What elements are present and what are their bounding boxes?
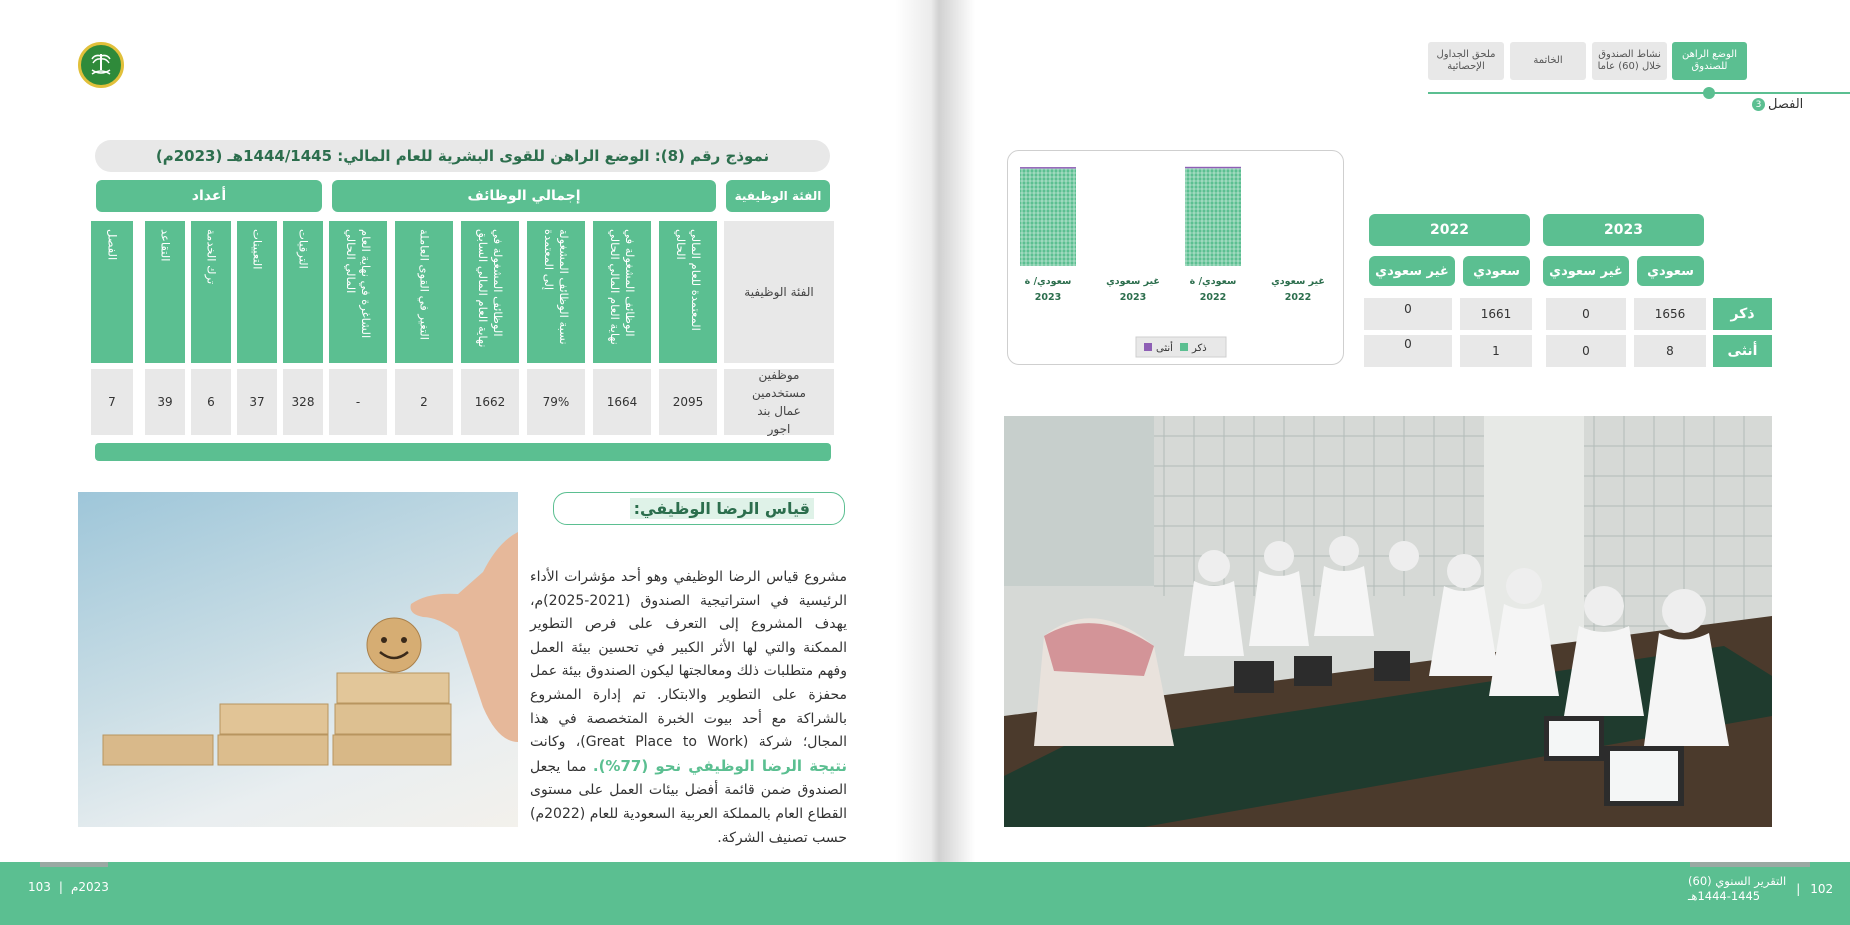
chapter-line: [1428, 92, 1850, 94]
satisfaction-paragraph: مشروع قياس الرضا الوظيفي وهو أحد مؤشرات الأداء الرئيسية في استراتيجية الصندوق (2021-2025)م، يهدف المشروع إلى التعرف على فرص التطوير الممكنة والتي لها الأثر الكبير في تحسين بيئة العمل وفهم متطلبات ذلك ومعالجتها ليكون الصندوق بيئة عمل محفزة على التطوير والابتكار. تم إدارة المشروع بالشراكة مع أحد بيوت الخبرة المتخصصة في هذا المجال؛ شركة (Great Place to Work)، وكانت نتيجة الرضا الوظيفي نحو (77%). مما يجعل الصندوق ضمن قائمة أفضل بيئات العمل على مستوى القطاع العام بالمملكة العربية السعودية للعام (2022م) حسب تصنيف الشركة.: [530, 569, 847, 846]
col-header-approved: المعتمدة للعام المالي الحالي: [659, 221, 717, 363]
row-label-cell: موظفين مستخدمين عمال بند اجور: [724, 369, 834, 435]
value-cell: 1662: [461, 369, 519, 435]
col-header-vacant: الشاغرة في نهاية العام المالي الحالي: [329, 221, 387, 363]
value-cell: 2: [395, 369, 453, 435]
legend-label-male: ذكر: [1192, 343, 1207, 354]
stat-cell: 1661: [1460, 298, 1532, 330]
col-header-occupied-previous: الوظائف المشغولة في نهاية العام المالي السابق: [461, 221, 519, 363]
category-label-year: 2023: [1034, 292, 1062, 303]
category-label-nationality: غير سعودي: [1106, 276, 1160, 287]
col-header-leaving: ترك الخدمة: [191, 221, 231, 363]
stat-cell: 0: [1546, 335, 1626, 367]
category-label-year: 2023: [1119, 292, 1147, 303]
category-label-year: 2022: [1199, 292, 1227, 303]
legend-swatch-male: [1180, 343, 1188, 351]
footer-tab-left: [40, 862, 108, 867]
bar-male: [1185, 168, 1241, 266]
footer-tab-right: [1690, 862, 1810, 867]
smiley-block-photo: [78, 492, 518, 827]
bar-female: [1185, 167, 1241, 169]
value-cell: 328: [283, 369, 323, 435]
chapter-dot: [1703, 87, 1715, 99]
row-label-female: أنثى: [1713, 335, 1772, 367]
row-header-cell: الفئة الوظيفية: [724, 221, 834, 363]
category-label-nationality: سعودي/ ة: [1189, 276, 1237, 287]
footer-divider: |: [1796, 881, 1801, 896]
year-2023-header: 2023: [1543, 214, 1704, 246]
value-cell: 39: [145, 369, 185, 435]
bar-female: [1020, 167, 1076, 169]
nat-nonsaudi-2022: غير سعودي: [1369, 256, 1455, 286]
employee-gender-bar-chart: [1008, 151, 1342, 363]
row-label-male: ذكر: [1713, 298, 1772, 330]
section-title: قياس الرضا الوظيفي:: [630, 498, 814, 519]
col-header-appointments: التعيينات: [237, 221, 277, 363]
form-title-bar: [95, 140, 830, 172]
stat-cell: 0: [1364, 298, 1452, 330]
footer-divider: |: [58, 880, 63, 894]
nat-saudi-2023: سعودي: [1637, 256, 1704, 286]
value-cell: 6: [191, 369, 231, 435]
left-page-number: 103: [28, 880, 51, 894]
col-header-occupancy-ratio: نسبة الوظائف المشغولة إلى المعتمدة: [527, 221, 585, 363]
col-header-retirement: التقاعد: [145, 221, 185, 363]
chapter-number: 3: [1752, 98, 1765, 111]
stat-cell: 0: [1546, 298, 1626, 330]
col-header-occupied-current: الوظائف المشغولة في نهاية العام المالي الحالي: [593, 221, 651, 363]
value-cell: 79%: [527, 369, 585, 435]
tab-conclusion[interactable]: الخاتمة: [1510, 42, 1586, 80]
report-title: التقرير السنوي (60): [1688, 874, 1787, 888]
chapter-label: الفصل: [1768, 97, 1804, 112]
value-cell: 2095: [659, 369, 717, 435]
stat-cell: 1656: [1634, 298, 1706, 330]
right-footer: [1688, 874, 1833, 904]
right-footer-year: 1444-1445هـ: [1688, 888, 1761, 903]
value-cell: 1664: [593, 369, 651, 435]
chart-legend: [1136, 337, 1226, 357]
header-category: الفئة الوظيفية: [726, 180, 830, 212]
nat-saudi-2022: سعودي: [1463, 256, 1530, 286]
stat-cell: 8: [1634, 335, 1706, 367]
header-total-jobs: إجمالي الوظائف: [332, 180, 716, 212]
col-header-promotions: الترقيات: [283, 221, 323, 363]
stat-cell: 1: [1460, 335, 1532, 367]
nat-nonsaudi-2023: غير سعودي: [1543, 256, 1629, 286]
table-footer-bar: [95, 443, 831, 461]
category-label-nationality: غير سعودي: [1271, 276, 1325, 287]
form-title: نموذج رقم (8): الوضع الراهن للقوى البشرية للعام المالي: 1444/1445هـ (2023م): [155, 147, 770, 165]
chapter-label-group: [1752, 97, 1803, 112]
category-label-nationality: سعودي/ ة: [1024, 276, 1072, 287]
col-header-workforce-change: التغير في القوى العاملة: [395, 221, 453, 363]
category-label-year: 2022: [1284, 292, 1312, 303]
value-cell: 7: [91, 369, 133, 435]
left-footer: [28, 880, 109, 894]
stairs-hand-illustration: [78, 492, 518, 827]
chart-panel: [1007, 150, 1344, 365]
stat-cell: 0: [1364, 335, 1452, 367]
tab-fund-activity[interactable]: نشاط الصندوق خلال (60) عاما: [1592, 42, 1667, 80]
value-cell: 37: [237, 369, 277, 435]
meeting-room-photo: [1004, 416, 1772, 827]
tab-current-status[interactable]: الوضع الراهن للصندوق: [1672, 42, 1747, 80]
satisfaction-result: نتيجة الرضا الوظيفي نحو (77%).: [592, 756, 847, 775]
palm-swords-icon: [86, 50, 116, 80]
year-2022-header: 2022: [1369, 214, 1530, 246]
section-title-box: [553, 492, 845, 525]
left-footer-year: 2023م: [70, 880, 109, 894]
legend-label-female: أنثى: [1156, 343, 1173, 354]
right-page-number: 102: [1810, 881, 1834, 896]
col-header-dismissal: الفصل: [91, 221, 133, 363]
bar-male: [1020, 169, 1076, 266]
meeting-scene-illustration: [1004, 416, 1772, 827]
footer-band: [0, 862, 1850, 925]
book-spine-shadow: [895, 0, 975, 862]
fund-logo: [78, 42, 124, 88]
legend-swatch-female: [1144, 343, 1152, 351]
value-cell: -: [329, 369, 387, 435]
tab-statistical-appendix[interactable]: ملحق الجداول الإحصائية: [1428, 42, 1504, 80]
header-counts: أعداد: [96, 180, 322, 212]
